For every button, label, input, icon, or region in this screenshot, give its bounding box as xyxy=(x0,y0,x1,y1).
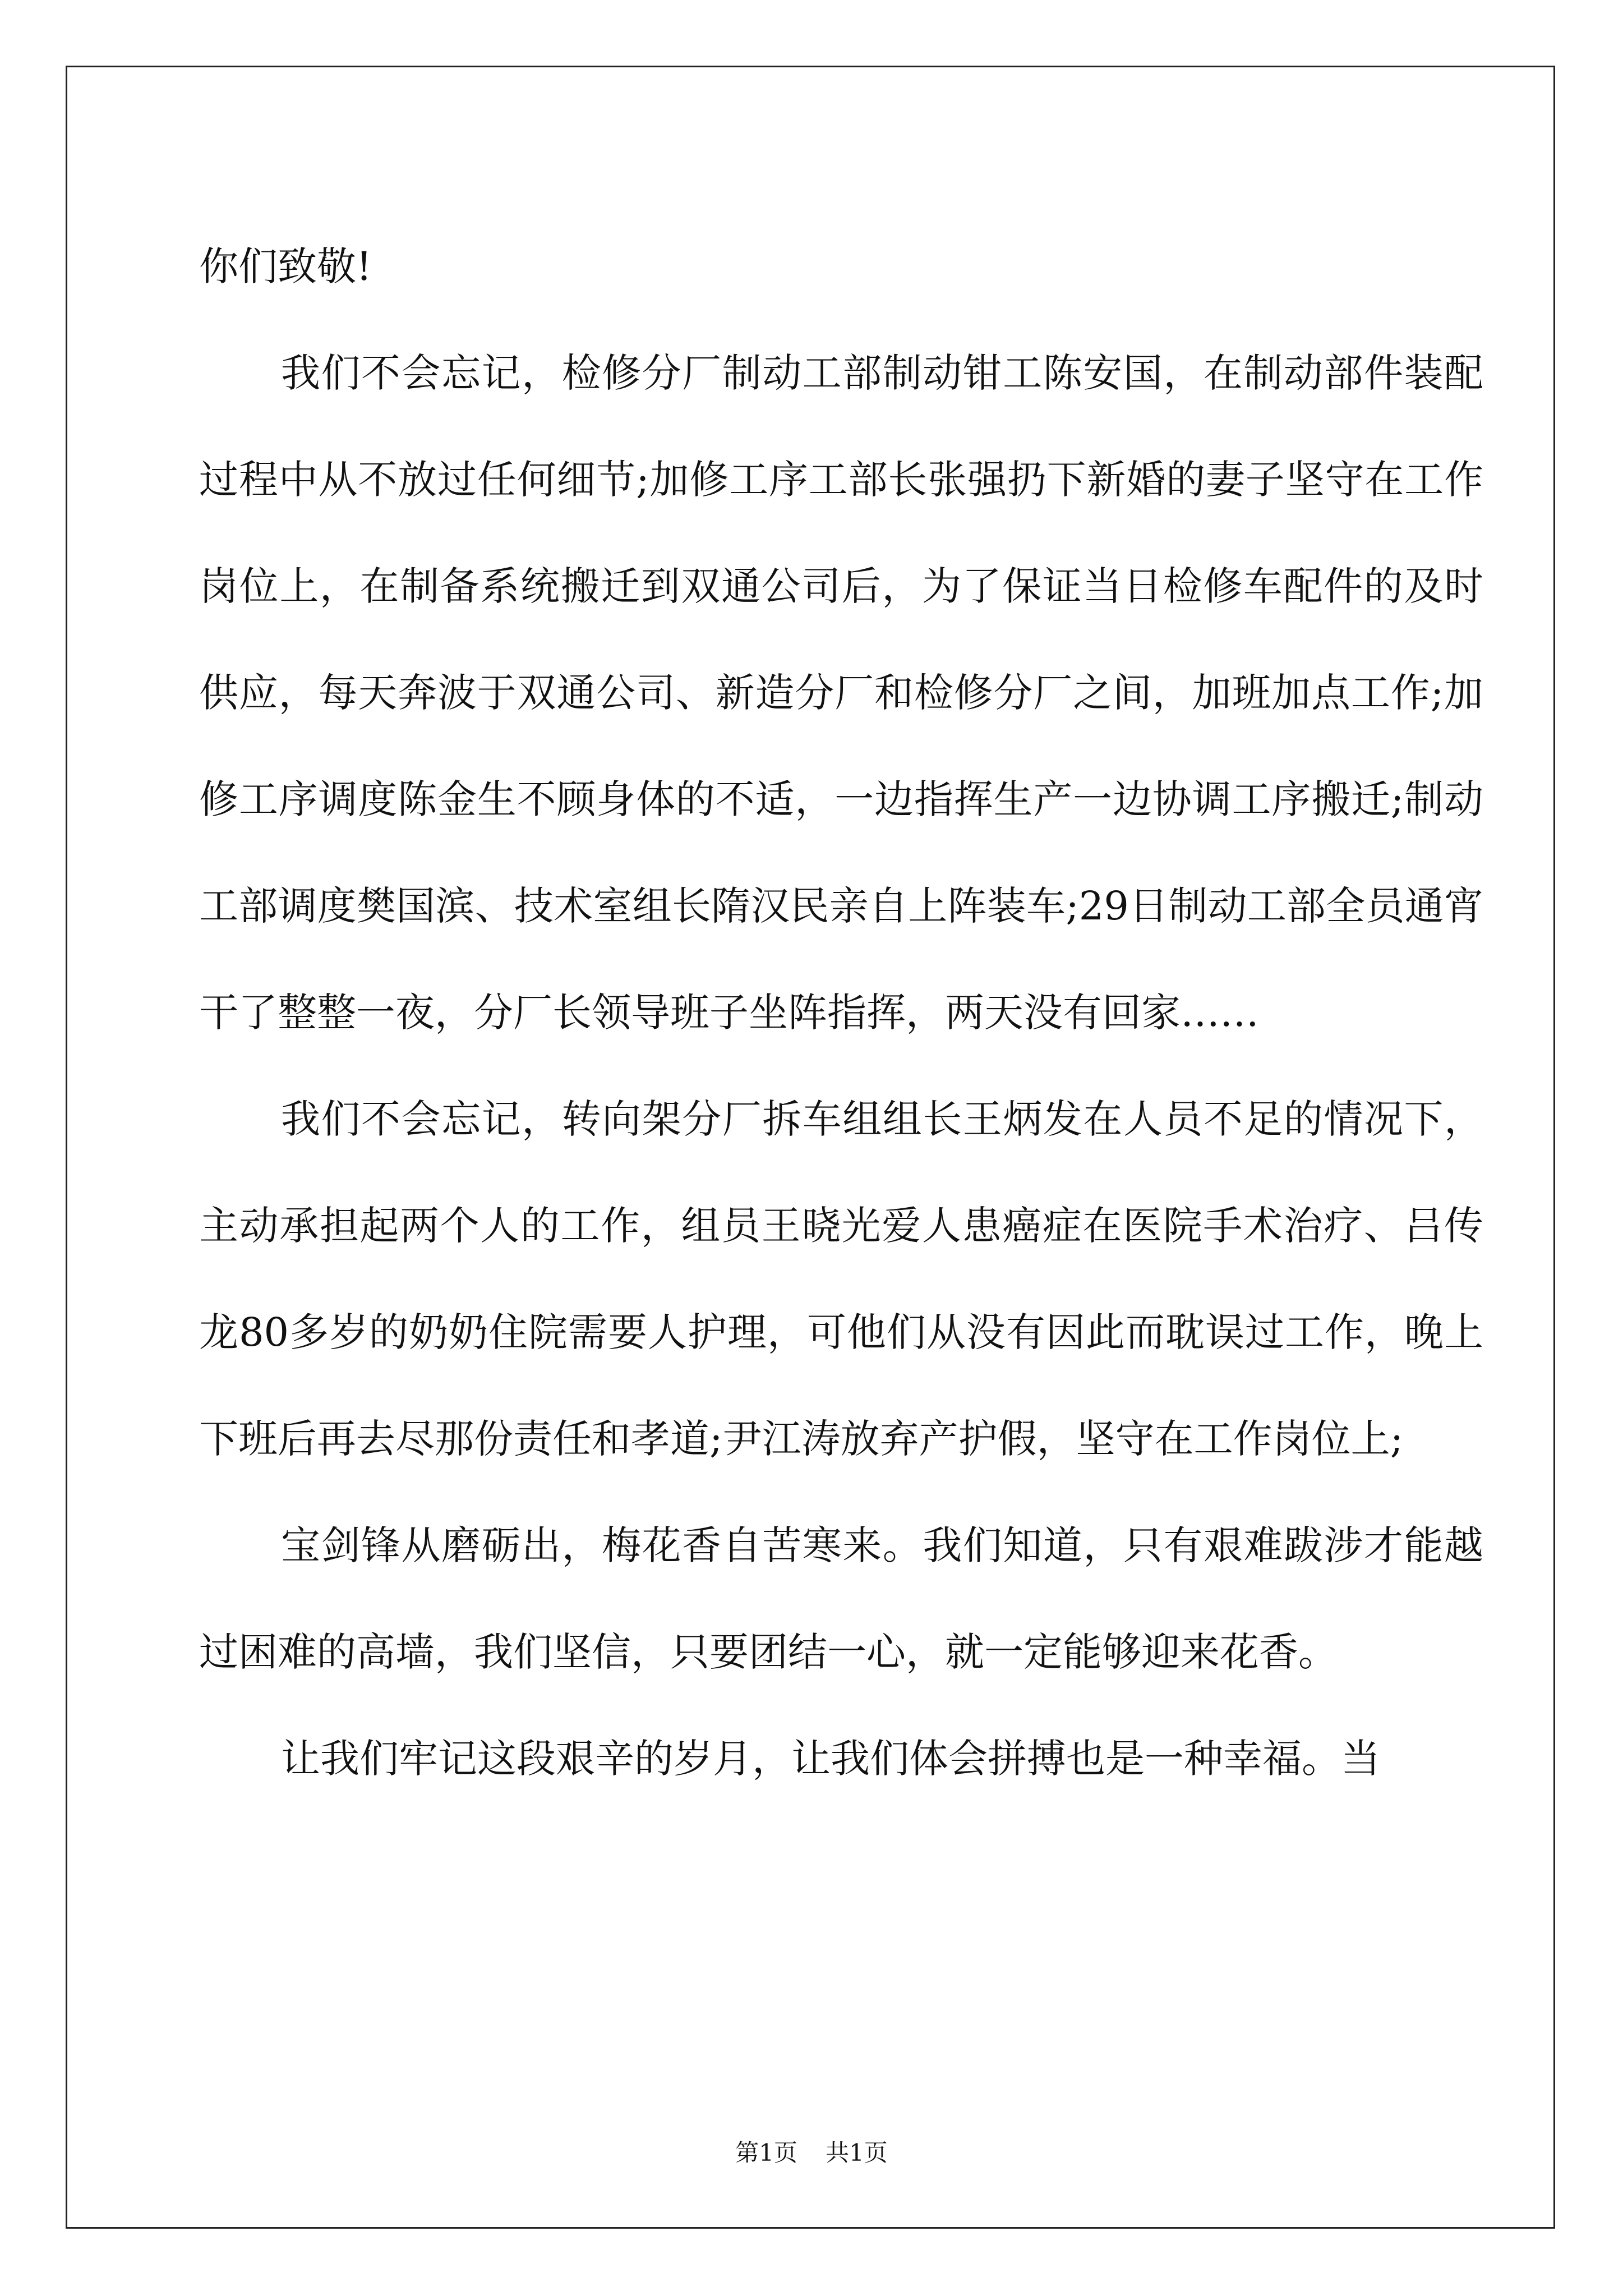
page-total: 共1页 xyxy=(826,2139,888,2166)
paragraph-1: 你们致敬! xyxy=(199,243,372,289)
paragraph-4: 宝剑锋从磨砺出，梅花香自苦寒来。我们知道，只有艰难跋涉才能越过困难的高墙，我们坚信，只要团结一心，就一定能够迎来花香。 xyxy=(199,1522,1483,1675)
paragraph-2: 我们不会忘记，检修分厂制动工部制动钳工陈安国，在制动部件装配过程中从不放过任何细节;加修工序工部长张强扔下新婚的妻子坚守在工作岗位上，在制备系统搬迁到双通公司后，为了保证当日检修车配件的及时供应，每天奔波于双通公司、新造分厂和检修分厂之间，加班加点工作;加修工序调度陈金生不顾身体的不适，一边指挥生产一边协调工序搬迁;制动工部调度樊国滨、技术室组长隋汉民亲自上阵装车;29日制动工部全员通宵干了整整一夜，分厂长领导班子坐阵指挥，两天没有回家…… xyxy=(199,350,1483,1036)
paragraph-3: 我们不会忘记，转向架分厂拆车组组长王炳发在人员不足的情况下，主动承担起两个人的工作，组员王晓光爱人患癌症在医院手术治疗、吕传龙80多岁的奶奶住院需要人护理，可他们从没有因此而耽误过工作，晚上下班后再去尽那份责任和孝道;尹江涛放弃产护假，坚守在工作岗位上; xyxy=(199,1096,1483,1462)
page-footer xyxy=(0,2136,1623,2170)
paragraph-5: 让我们牢记这段艰辛的岁月，让我们体会拼搏也是一种幸福。当 xyxy=(281,1736,1380,1782)
document-body xyxy=(199,213,1483,1812)
page-number: 第1页 xyxy=(735,2139,797,2166)
